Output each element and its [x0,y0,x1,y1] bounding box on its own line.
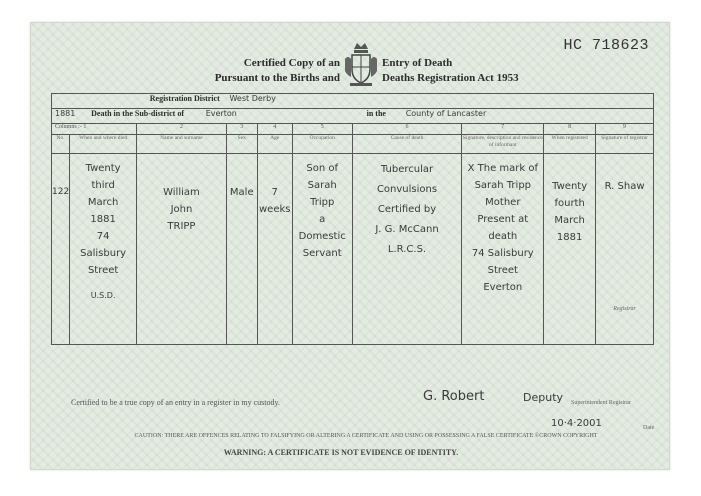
signature-title: Deputy [523,391,564,404]
entry-number: 122 [52,154,70,345]
col-num: 8 [544,124,596,135]
header-cell: Age [257,135,292,154]
header-cell: When registered [544,135,596,154]
issue-date: 10·4·2001 [551,418,602,429]
entry-row [52,154,654,345]
district-row [52,94,654,109]
entry-registered: Twenty fourth March 1881 [544,154,596,345]
subdistrict-value: Everton [205,109,237,118]
col-num: 7 [462,124,544,135]
columns-label: Columns :- 1 [52,124,137,135]
title-right-line1: Entry of Death [382,57,453,69]
entry-occupation: Son of Sarah Tripp a Domestic Servant [292,154,352,345]
year: 1881 [55,109,76,118]
entry-informant: X The mark of Sarah Tripp Mother Present at death 74 Salisbury Street Everton [462,154,544,345]
serial-number: HC 718623 [563,37,649,54]
header-cell: Occupation [292,135,352,154]
caution-notice: CAUTION: THERE ARE OFFENCES RELATING TO FALSIFYING OR ALTERING A CERTIFICATE AND USING OR POSSESSING A FALSE CERTIFICATE ©CROWN COPYRIGHT [134,433,598,439]
entry-registrar [596,154,654,345]
title-right [382,56,582,86]
col-num: 4 [257,124,292,135]
header-cell: Name and surname [137,135,227,154]
title-left [197,56,340,86]
title-right-line2: Deaths Registration Act 1953 [382,72,519,84]
col-num: 5 [292,124,352,135]
death-certificate [30,22,670,470]
column-number-row [52,124,654,135]
royal-crest-icon [342,41,380,87]
district-value: West Derby [229,94,276,103]
title-left-line1: Certified Copy of an [243,57,340,69]
header-cell: Cause of death [352,135,462,154]
entry-cause: Tubercular Convulsions Certified by J. G. McCann L.R.C.S. [352,154,462,345]
date-label: Date [643,425,655,431]
entry-age: 7 weeks [257,154,292,345]
registrar-label: Registrar [613,306,636,312]
title-left-line2: Pursuant to the Births and [214,72,340,84]
subdistrict-row [52,109,654,124]
header-cell: Signature, description and residence of informant [462,135,544,154]
county-value: County of Lancaster [405,109,487,118]
header-cell: Signature of registrar [596,135,654,154]
header-cell: No. [52,135,70,154]
certified-statement: Certified to be a true copy of an entry in a register in my custody. [71,398,280,407]
in-the-label: in the [366,109,386,118]
register-entry-table [51,93,654,345]
entry-sex: Male [226,154,257,345]
superintendent-label: Superintendent Registrar [571,400,631,406]
signature: G. Robert [423,389,485,404]
col-num: 9 [596,124,654,135]
entry-when-where: Twenty third March 1881 74 Salisbury Street U.S.D. [70,154,137,345]
col-num: 2 [137,124,227,135]
registrar-signature: R. Shaw [604,181,645,192]
header-row [52,135,654,154]
district-label: Registration District [149,94,220,103]
subdistrict-label: Death in the Sub-district of [91,109,184,118]
warning-notice: WARNING: A CERTIFICATE IS NOT EVIDENCE OF IDENTITY. [223,448,459,457]
col-num: 6 [352,124,462,135]
header-cell: When and where died [70,135,137,154]
entry-name: William John TRIPP [137,154,227,345]
header-cell: Sex [226,135,257,154]
col-num: 3 [226,124,257,135]
